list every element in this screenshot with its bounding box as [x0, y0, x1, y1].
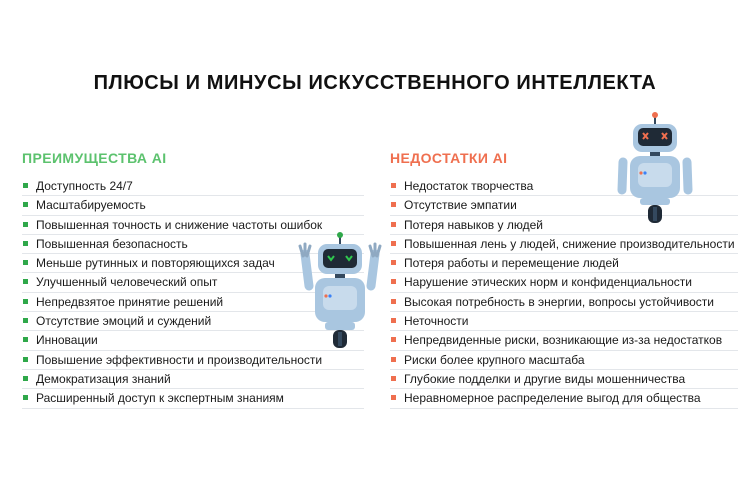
- square-bullet-icon: [391, 202, 396, 207]
- pros-item-label: Доступность 24/7: [36, 179, 133, 193]
- cons-item: [390, 351, 738, 370]
- cons-item-label: Недостаток творчества: [404, 179, 534, 193]
- square-bullet-icon: [391, 241, 396, 246]
- pros-item-label: Улучшенный человеческий опыт: [36, 275, 218, 290]
- cons-item-label: Неравномерное распределение выгод для общества: [404, 391, 701, 406]
- pros-item-label: Масштабируемость: [36, 198, 146, 213]
- cons-item-label: Потеря работы и перемещение людей: [404, 256, 619, 271]
- happy-robot-icon: [295, 228, 385, 358]
- square-bullet-icon: [23, 357, 28, 362]
- pros-item: [22, 177, 364, 196]
- square-bullet-icon: [23, 299, 28, 304]
- cons-item-label: Отсутствие эмпатии: [404, 198, 517, 213]
- square-bullet-icon: [391, 395, 396, 400]
- cons-item: [390, 293, 738, 312]
- page-title: ПЛЮСЫ И МИНУСЫ ИСКУССТВЕННОГО ИНТЕЛЛЕКТА: [93, 72, 657, 94]
- square-bullet-icon: [23, 260, 28, 265]
- square-bullet-icon: [23, 279, 28, 284]
- cons-item: [390, 235, 738, 254]
- square-bullet-icon: [391, 299, 396, 304]
- cons-item: [390, 273, 738, 292]
- pros-item-label: Расширенный доступ к экспертным знаниям: [36, 391, 284, 406]
- cons-item-label: Глубокие подделки и другие виды мошенничества: [404, 371, 686, 386]
- square-bullet-icon: [23, 241, 28, 246]
- pros-item-label: Повышенная безопасность: [36, 236, 188, 251]
- cons-item-label: Нарушение этических норм и конфиденциальности: [404, 275, 692, 290]
- sad-robot-icon: [610, 108, 700, 228]
- cons-item: [390, 389, 738, 408]
- square-bullet-icon: [23, 395, 28, 400]
- pros-item-label: Непредвзятое принятие решений: [36, 294, 224, 309]
- pros-item: [22, 196, 364, 215]
- cons-item: [390, 331, 738, 350]
- cons-item: [390, 254, 738, 273]
- pros-heading: ПРЕИМУЩЕСТВА AI: [22, 150, 167, 166]
- cons-item: [390, 312, 738, 331]
- cons-item-label: Потеря навыков у людей: [404, 217, 543, 232]
- cons-item-label: Неточности: [404, 314, 469, 329]
- square-bullet-icon: [391, 183, 396, 188]
- cons-item-label: Повышенная лень у людей, снижение производительности: [404, 236, 735, 251]
- square-bullet-icon: [23, 222, 28, 227]
- square-bullet-icon: [391, 318, 396, 323]
- square-bullet-icon: [391, 260, 396, 265]
- cons-item-label: Высокая потребность в энергии, вопросы устойчивости: [404, 294, 714, 309]
- pros-item-label: Инновации: [36, 333, 98, 348]
- square-bullet-icon: [391, 357, 396, 362]
- cons-item: [390, 370, 738, 389]
- square-bullet-icon: [23, 318, 28, 323]
- pros-item-label: Повышение эффективности и производительности: [36, 352, 323, 367]
- cons-item-label: Непредвиденные риски, возникающие из-за недостатков: [404, 333, 723, 348]
- cons-item-label: Риски более крупного масштаба: [404, 352, 585, 367]
- square-bullet-icon: [391, 279, 396, 284]
- pros-item-label: Повышенная точность и снижение частоты ошибок: [36, 217, 323, 232]
- pros-item-label: Отсутствие эмоций и суждений: [36, 314, 212, 329]
- square-bullet-icon: [391, 376, 396, 381]
- cons-heading: НЕДОСТАТКИ AI: [390, 150, 508, 166]
- square-bullet-icon: [23, 183, 28, 188]
- pros-item: [22, 370, 364, 389]
- square-bullet-icon: [23, 376, 28, 381]
- square-bullet-icon: [23, 202, 28, 207]
- pros-item: [22, 389, 364, 408]
- pros-item-label: Демократизация знаний: [36, 371, 171, 386]
- square-bullet-icon: [391, 222, 396, 227]
- pros-item-label: Меньше рутинных и повторяющихся задач: [36, 256, 275, 271]
- square-bullet-icon: [391, 337, 396, 342]
- square-bullet-icon: [23, 337, 28, 342]
